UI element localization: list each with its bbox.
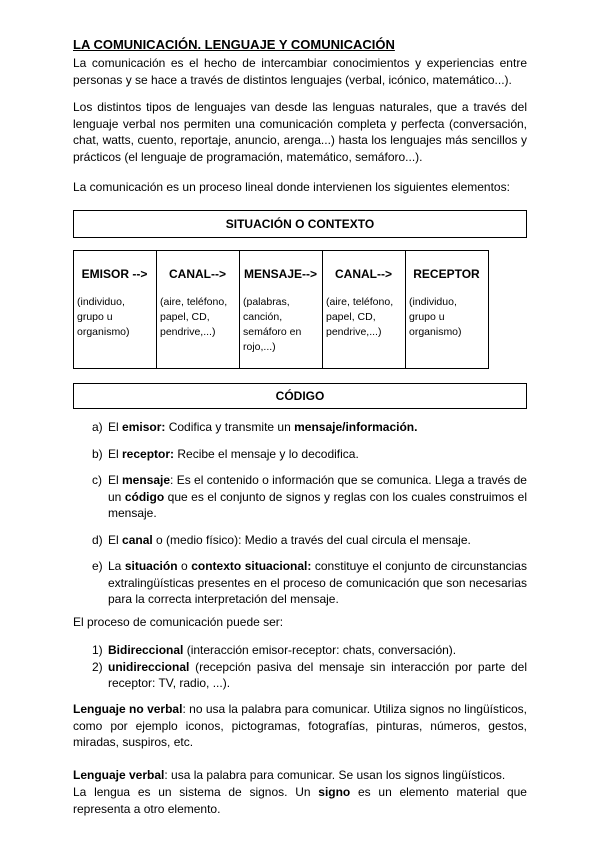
item-term2: contexto situacional: [191, 559, 312, 573]
process-intro: La comunicación es un proceso lineal donde intervienen los siguientes elementos: [73, 180, 510, 194]
list-item [92, 532, 527, 549]
definitions-list [92, 419, 527, 618]
item-term: mensaje [122, 473, 171, 487]
list-marker: e) [92, 559, 103, 573]
process-types-intro: El proceso de comunicación puede ser: [73, 615, 284, 629]
item-term2: código [124, 489, 165, 504]
nonverbal-term: Lenguaje no verbal [73, 702, 183, 716]
sign-post: es un elemento material que representa a otro elemento. [73, 785, 527, 816]
verbal-paragraph [73, 767, 527, 784]
item-term: emisor: [122, 420, 166, 434]
process-types-list [92, 642, 527, 692]
item-term: unidireccional [108, 659, 190, 674]
element-name: RECEPTOR [413, 267, 480, 281]
element-emisor [74, 251, 157, 368]
element-name: CANAL--> [335, 267, 392, 281]
element-name: EMISOR --> [81, 267, 148, 281]
list-item [92, 419, 527, 436]
element-receptor [406, 251, 488, 368]
item-term2: mensaje/información. [294, 420, 418, 434]
page-title: LA COMUNICACIÓN. LENGUAJE Y COMUNICACIÓN [73, 37, 395, 52]
item-post: constituye el conjunto de circunstancias extralingüísticas presentes en el proceso de comunicación que son necesarias para la correcta interpretación del mensaje. [108, 559, 527, 606]
element-desc: (individuo, grupo u organismo) [77, 296, 130, 338]
list-item [92, 659, 527, 692]
list-marker: b) [92, 446, 103, 461]
item-text: (interacción emisor-receptor: chats, conversación). [183, 643, 457, 657]
context-label: SITUACIÓN O CONTEXTO [225, 217, 375, 231]
item-pre: El [108, 473, 123, 487]
sign-paragraph [73, 784, 527, 817]
element-canal [157, 251, 240, 368]
item-pre: El [108, 446, 123, 461]
list-item [92, 446, 527, 463]
code-label: CÓDIGO [275, 389, 325, 403]
element-desc: (palabras, canción, semáforo en rojo,...) [243, 296, 302, 353]
list-item [92, 558, 527, 608]
list-marker: c) [92, 473, 102, 487]
intro-paragraph: La comunicación es el hecho de intercambiar conocimientos y experiencias entre personas y se hace a través de distintos lenguajes (verbal, icónico, matemático...). [73, 56, 527, 87]
verbal-text: : usa la palabra para comunicar. Se usan los signos lingüísticos. [164, 768, 506, 782]
element-name: MENSAJE--> [243, 267, 317, 281]
code-box [73, 383, 527, 409]
item-term: situación [124, 559, 178, 573]
element-mensaje [240, 251, 323, 368]
nonverbal-paragraph [73, 701, 527, 751]
element-desc: (individuo, grupo u organismo) [409, 296, 462, 338]
item-text: o [177, 559, 192, 573]
list-item [92, 642, 527, 659]
sign-pre: La lengua es un sistema de signos. Un [73, 785, 319, 799]
list-marker: 2) [92, 659, 103, 674]
item-text: o (medio físico): Medio a través del cual circula el mensaje. [152, 532, 471, 547]
item-post: que es el conjunto de signos y reglas con los cuales construimos el mensaje. [108, 489, 527, 520]
element-name: CANAL--> [169, 267, 226, 281]
list-marker: 1) [92, 643, 103, 657]
list-marker: d) [92, 532, 103, 547]
item-pre: La [108, 559, 125, 573]
element-canal-2 [323, 251, 406, 368]
context-box [73, 210, 527, 238]
item-term: canal [122, 532, 153, 547]
item-text: Recibe el mensaje y lo decodifica. [174, 446, 359, 461]
item-text: (recepción pasiva del mensaje sin interacción por parte del receptor: TV, radio, ...). [108, 659, 527, 690]
item-text: : Es el contenido o información que se comunica. Llega a través de un [108, 473, 527, 504]
item-text: Codifica y transmite un [165, 420, 295, 434]
sign-term: signo [318, 785, 351, 799]
nonverbal-text: : no usa la palabra para comunicar. Utiliza signos no lingüísticos, como por ejemplo iconos, pictogramas, fotografías, pinturas, números, gestos, miradas, suspiros, etc. [73, 702, 528, 749]
verbal-term: Lenguaje verbal [73, 768, 165, 782]
elements-table [73, 250, 489, 369]
types-paragraph: Los distintos tipos de lenguajes van desde las lenguas naturales, que a través del lenguaje verbal nos permiten una comunicación completa y perfecta (conversación, chat, watts, cuento, reportaje, anuncio, arenga...) hasta los lenguajes más sencillos y prácticos (el lenguaje de programación, matemático, semáforo...). [73, 100, 527, 164]
item-pre: El [108, 420, 123, 434]
list-marker: a) [92, 420, 103, 434]
list-item [92, 472, 527, 522]
item-pre: El [108, 532, 123, 547]
item-term: Bidireccional [108, 643, 184, 657]
element-desc: (aire, teléfono, papel, CD, pendrive,...) [160, 296, 228, 338]
item-term: receptor: [122, 446, 175, 461]
element-desc: (aire, teléfono, papel, CD, pendrive,...) [326, 296, 394, 338]
